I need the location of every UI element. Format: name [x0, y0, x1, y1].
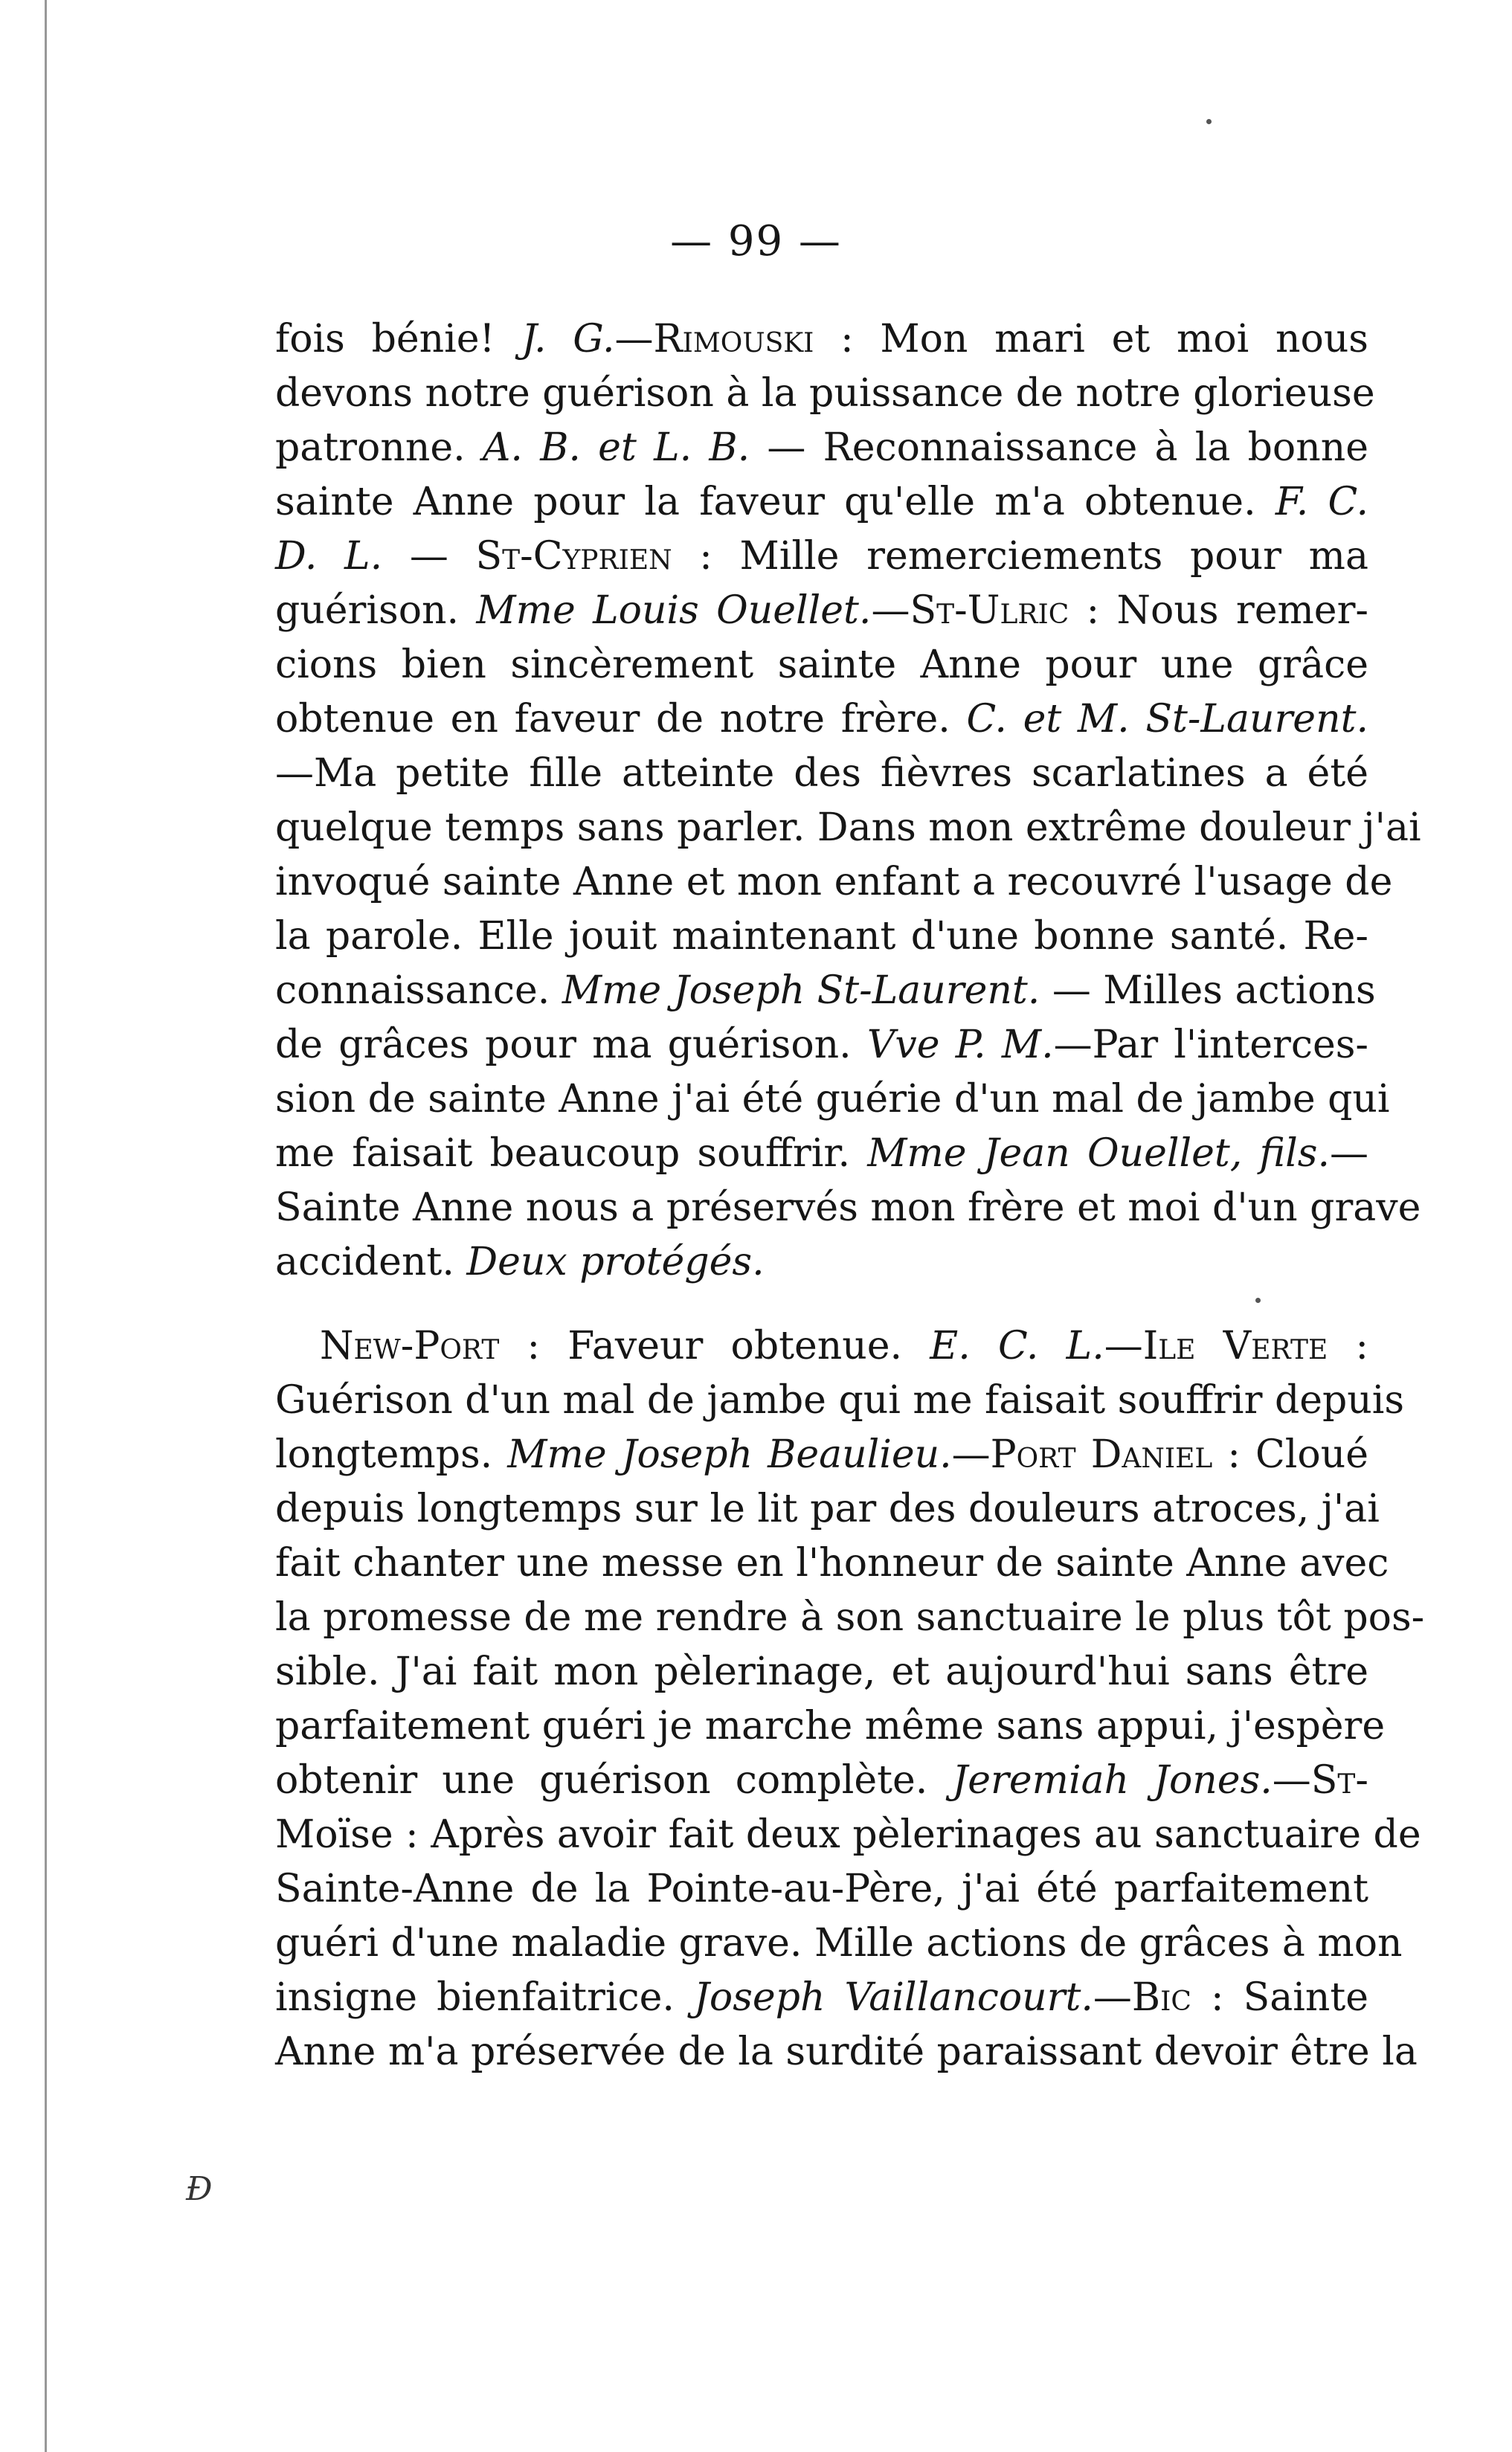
- text-line: Anne m'a préservée de la surdité paraissant devoir être la: [275, 2030, 1418, 2074]
- text-line: invoqué sainte Anne et mon enfant a recouvré l'usage de: [275, 860, 1393, 904]
- text-line: fait chanter une messe en l'honneur de sainte Anne avec: [275, 1541, 1389, 1586]
- speck: [1206, 119, 1212, 124]
- text-line: devons notre guérison à la puissance de notre glorieuse: [275, 371, 1375, 416]
- text-line: cions bien sincèrement sainte Anne pour une grâce: [275, 643, 1368, 687]
- paragraph-gap: [275, 1290, 1368, 1319]
- text-line: patronne. A. B. et L. B. — Reconnaissance à la bonne: [275, 425, 1368, 470]
- text-line: Moïse : Après avoir fait deux pèlerinages au sanctuaire de: [275, 1812, 1421, 1857]
- text-line: Guérison d'un mal de jambe qui me faisait souffrir depuis: [275, 1378, 1405, 1423]
- text-line: obtenir une guérison complète. Jeremiah Jones.—St-: [275, 1758, 1369, 1803]
- text-line: fois bénie! J. G.—Rimouski : Mon mari et moi nous: [275, 317, 1368, 361]
- text-line: insigne bienfaitrice. Joseph Vaillancourt.—Bic : Sainte: [275, 1975, 1369, 2020]
- page-text: [275, 312, 1425, 2079]
- text-line: obtenue en faveur de notre frère. C. et M. St-Laurent.: [275, 697, 1368, 741]
- text-line: guéri d'une maladie grave. Mille actions de grâces à mon: [275, 1921, 1403, 1966]
- text-line: —Ma petite fille atteinte des fièvres scarlatines a été: [275, 751, 1368, 796]
- text-line: la promesse de me rendre à son sanctuaire le plus tôt pos-: [275, 1595, 1425, 1640]
- text-line: D. L. — St-Cyprien : Mille remerciements pour ma: [275, 534, 1368, 579]
- text-line: guérison. Mme Louis Ouellet.—St-Ulric : Nous remer-: [275, 588, 1368, 633]
- text-line: longtemps. Mme Joseph Beaulieu.—Port Daniel : Cloué: [275, 1432, 1368, 1477]
- text-line: connaissance. Mme Joseph St-Laurent. — Milles actions: [275, 968, 1376, 1013]
- margin-mark: Ð: [186, 2170, 213, 2208]
- text-line: depuis longtemps sur le lit par des douleurs atroces, j'ai: [275, 1487, 1380, 1531]
- text-line: parfaitement guéri je marche même sans appui, j'espère: [275, 1704, 1386, 1748]
- text-line: New-Port : Faveur obtenue. E. C. L.—Ile Verte :: [320, 1324, 1368, 1368]
- text-line: Sainte-Anne de la Pointe-au-Père, j'ai été parfaitement: [275, 1867, 1368, 1911]
- text-line: me faisait beaucoup souffrir. Mme Jean Ouellet, fils.—: [275, 1131, 1368, 1176]
- page-left-edge: [45, 0, 59, 2452]
- text-line: de grâces pour ma guérison. Vve P. M.—Par l'interces-: [275, 1023, 1368, 1067]
- text-line: quelque temps sans parler. Dans mon extrême douleur j'ai: [275, 805, 1421, 850]
- text-line: sion de sainte Anne j'ai été guérie d'un mal de jambe qui: [275, 1077, 1390, 1122]
- paragraph-1: [275, 312, 1421, 1290]
- paragraph-2: [275, 1319, 1425, 2079]
- text-line: sainte Anne pour la faveur qu'elle m'a obtenue. F. C.: [275, 480, 1368, 524]
- text-line: accident. Deux protégés.: [275, 1240, 765, 1284]
- text-line: la parole. Elle jouit maintenant d'une bonne santé. Re-: [275, 914, 1368, 959]
- text-line: sible. J'ai fait mon pèlerinage, et aujourd'hui sans être: [275, 1650, 1368, 1694]
- page-number: — 99 —: [670, 217, 842, 266]
- text-line: Sainte Anne nous a préservés mon frère et moi d'un grave: [275, 1185, 1421, 1230]
